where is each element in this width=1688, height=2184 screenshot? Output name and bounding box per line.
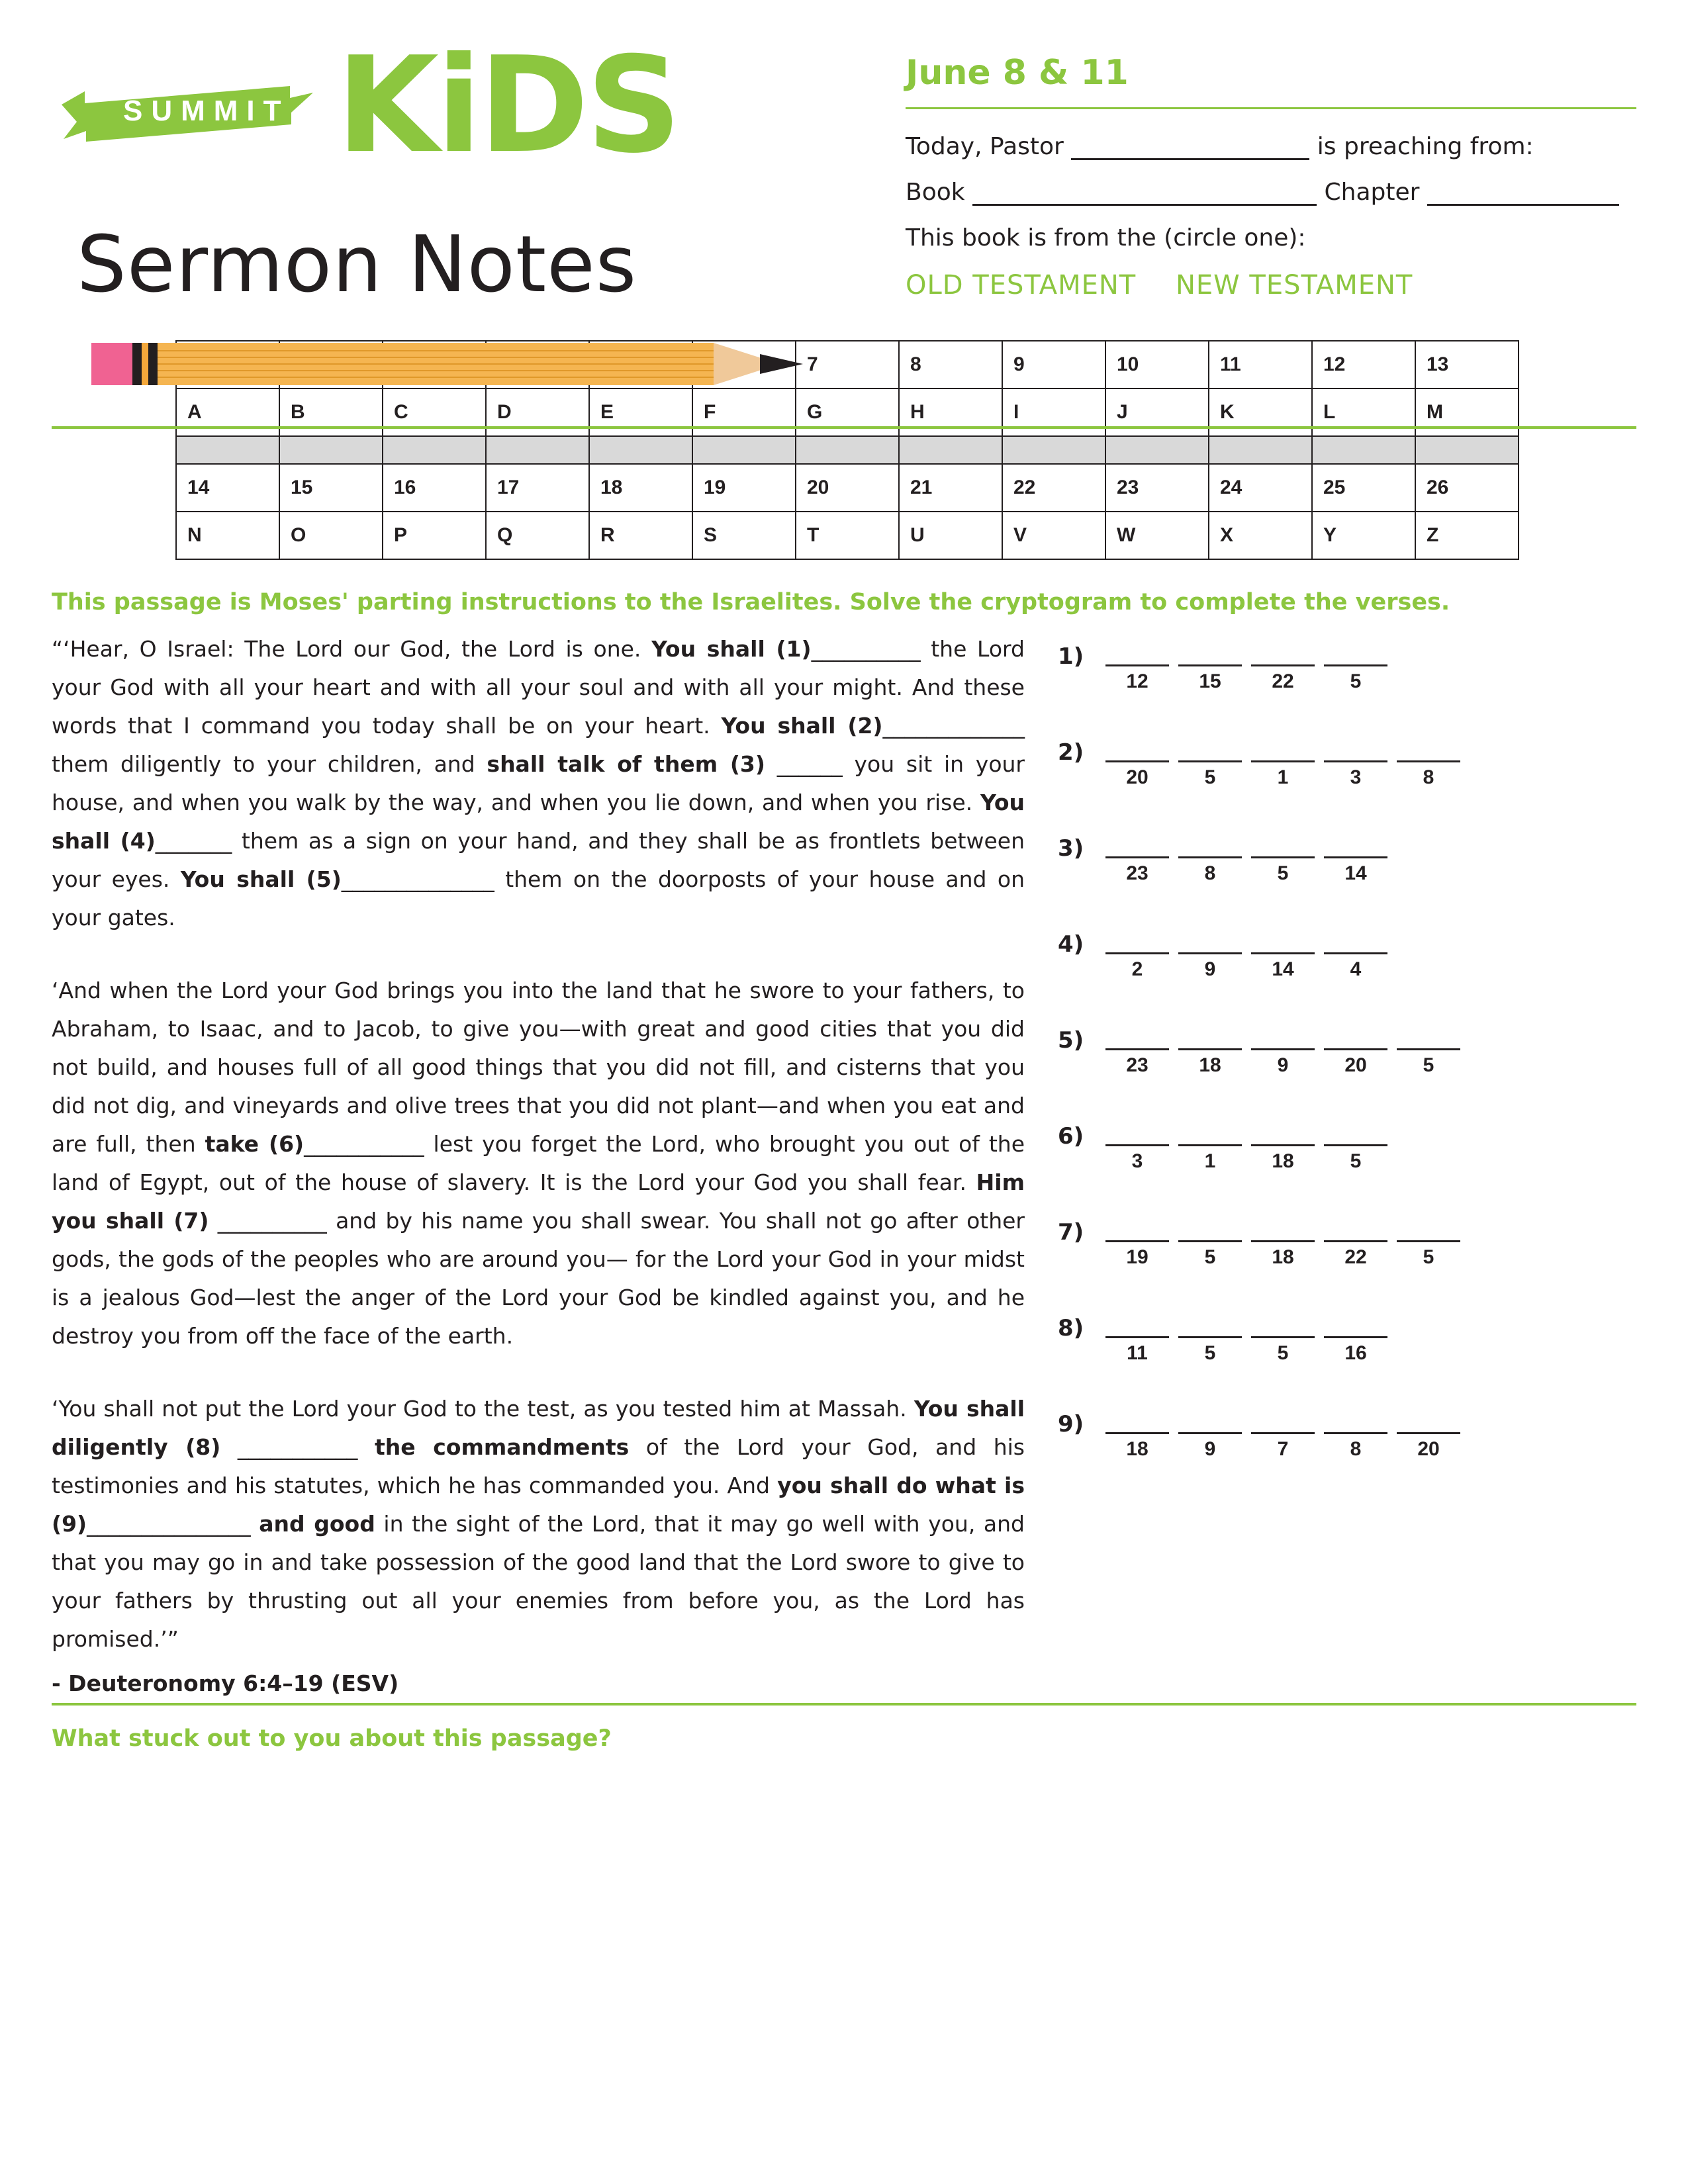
answer-code: 5 — [1277, 862, 1289, 884]
answer-code: 18 — [1272, 1150, 1294, 1172]
cipher-cell: U — [899, 512, 1002, 559]
answer-code: 5 — [1204, 1246, 1216, 1268]
answer-blank[interactable] — [1105, 733, 1169, 762]
answer-code: 19 — [1126, 1246, 1149, 1268]
instructions-text: This passage is Moses' parting instructions to the Israelites. Solve the cryptogram to complete the verses. — [52, 589, 1450, 615]
answer-blank[interactable] — [1251, 733, 1315, 762]
answer-blank[interactable] — [1251, 829, 1315, 858]
cipher-cell: 8 — [899, 341, 1002, 388]
cipher-cell: 15 — [279, 464, 383, 512]
cipher-cell: H — [899, 388, 1002, 436]
cipher-cell: T — [796, 512, 899, 559]
answer-blank[interactable] — [1324, 1308, 1387, 1338]
answer-slot[interactable] — [1105, 1116, 1169, 1173]
answer-slot[interactable] — [1251, 1116, 1315, 1173]
answer-slot[interactable] — [1397, 1021, 1460, 1077]
answer-slots — [1105, 733, 1470, 789]
cipher-cell: O — [279, 512, 383, 559]
answer-slot[interactable] — [1397, 1404, 1460, 1461]
logo-row — [52, 26, 879, 183]
answer-slot[interactable] — [1324, 1116, 1387, 1173]
option-old-testament[interactable]: OLD TESTAMENT — [906, 270, 1137, 300]
cipher-cell: Z — [1415, 512, 1519, 559]
testament-options — [906, 270, 1636, 300]
answer-code: 16 — [1344, 1342, 1367, 1364]
cipher-cell: 10 — [1105, 341, 1209, 388]
cipher-cell: 12 — [1312, 341, 1415, 388]
answer-blank[interactable] — [1397, 1021, 1460, 1050]
answer-blank[interactable] — [1178, 1308, 1242, 1338]
answer-slot[interactable] — [1324, 733, 1387, 789]
answer-blank[interactable] — [1251, 1212, 1315, 1242]
book-chapter-line — [906, 179, 1636, 206]
cipher-spacer-cell — [899, 436, 1002, 464]
answer-slot[interactable] — [1251, 733, 1315, 789]
answer-code: 18 — [1126, 1438, 1149, 1460]
answer-slot[interactable] — [1105, 1212, 1169, 1269]
header-bottom-divider — [52, 426, 1636, 429]
cipher-cell: 11 — [1209, 341, 1312, 388]
answer-slot[interactable] — [1178, 1308, 1242, 1365]
pencil-icon — [91, 338, 846, 390]
passage-attribution: - Deuteronomy 6:4–19 (ESV) — [52, 1670, 399, 1696]
cipher-letters-row-1 — [176, 388, 1519, 436]
answer-slots — [1105, 1021, 1470, 1077]
answer-slot[interactable] — [1251, 1021, 1315, 1077]
answer-slot[interactable] — [1324, 829, 1387, 885]
cipher-spacer-cell — [589, 436, 692, 464]
cipher-spacer-row — [176, 436, 1519, 464]
chapter-label: Chapter — [1324, 179, 1420, 206]
cipher-cell: B — [279, 388, 383, 436]
cipher-spacer-cell — [176, 436, 279, 464]
answer-slot[interactable] — [1178, 1021, 1242, 1077]
passage-paragraph-3: ‘You shall not put the Lord your God to the test, as you tested him at Massah. You shall diligently (8) ___________ the commandments of the Lord your God, and his testimonies and his statutes, which he has commanded you. And you shall do what is (9)_______________ and good in the sight of the Lord, that it may go well with you, and that you may go in and take possession of the good land that the Lord swore to give to your fathers by thrusting out all your enemies from before you, as the Lord has promised.’” — [52, 1396, 1025, 1652]
answer-blank[interactable] — [1105, 925, 1169, 954]
answer-code: 2 — [1131, 958, 1143, 980]
cipher-cell: 18 — [589, 464, 692, 512]
option-new-testament[interactable]: NEW TESTAMENT — [1175, 270, 1413, 300]
answer-blank[interactable] — [1324, 1404, 1387, 1434]
cipher-cell: 16 — [383, 464, 486, 512]
footer-divider — [52, 1703, 1636, 1706]
answer-number: 3) — [1058, 835, 1084, 862]
answer-blank[interactable] — [1251, 1308, 1315, 1338]
cipher-cell: W — [1105, 512, 1209, 559]
answer-slot[interactable] — [1324, 637, 1387, 693]
answer-code: 12 — [1126, 670, 1149, 692]
answer-code: 8 — [1423, 766, 1434, 788]
answer-blank[interactable] — [1324, 829, 1387, 858]
book-input[interactable] — [972, 179, 1317, 206]
answer-row — [1058, 1308, 1636, 1365]
answer-code: 7 — [1277, 1438, 1289, 1460]
answer-code: 5 — [1277, 1342, 1289, 1364]
cipher-cell: 7 — [796, 341, 899, 388]
answer-slot[interactable] — [1324, 925, 1387, 981]
pastor-suffix: is preaching from: — [1317, 133, 1534, 160]
answer-code: 23 — [1126, 862, 1149, 884]
cipher-cell: E — [589, 388, 692, 436]
content-columns — [52, 630, 1636, 1696]
cipher-cell: N — [176, 512, 279, 559]
answer-slot[interactable] — [1251, 925, 1315, 981]
cipher-spacer-cell — [1312, 436, 1415, 464]
cipher-cell: X — [1209, 512, 1312, 559]
pastor-input[interactable] — [1071, 133, 1309, 160]
answer-code: 5 — [1204, 766, 1216, 788]
answer-blank[interactable] — [1324, 925, 1387, 954]
passage-paragraph-1: “‘Hear, O Israel: The Lord our God, the Lord is one. You shall (1)__________ the Lord your God with all your heart and with all your soul and with all your might. And these words that I command you today shall be on your heart. You shall (2)_____________ them diligently to your children, and shall talk of them (3) ______ you sit in your house, and when you walk by the way, and when you lie down, and when you rise. You shall (4)_______ them as a sign on your hand, and they shall be as frontlets between your eyes. You shall (5)______________ them on the doorposts of your house and on your gates. — [52, 636, 1025, 931]
cipher-cell: D — [486, 388, 589, 436]
answer-code: 14 — [1272, 958, 1294, 980]
cipher-spacer-cell — [796, 436, 899, 464]
cipher-cell: A — [176, 388, 279, 436]
answer-blank[interactable] — [1251, 925, 1315, 954]
cipher-cell: J — [1105, 388, 1209, 436]
cipher-cell: C — [383, 388, 486, 436]
answer-slot[interactable] — [1105, 829, 1169, 885]
answer-slot[interactable] — [1178, 1116, 1242, 1173]
answer-code: 18 — [1272, 1246, 1294, 1268]
answer-code: 8 — [1204, 862, 1216, 884]
answer-number: 4) — [1058, 931, 1084, 958]
answer-blank[interactable] — [1105, 1308, 1169, 1338]
ribbon-label: SUMMIT — [123, 95, 290, 127]
answer-blank[interactable] — [1251, 1404, 1315, 1434]
answer-blank[interactable] — [1324, 637, 1387, 666]
answer-code: 9 — [1204, 1438, 1216, 1460]
answer-code: 18 — [1199, 1054, 1221, 1076]
answer-blank[interactable] — [1105, 1021, 1169, 1050]
cipher-cell: 25 — [1312, 464, 1415, 512]
cipher-numbers-row-2 — [176, 464, 1519, 512]
answer-number: 8) — [1058, 1315, 1084, 1342]
answer-code: 5 — [1423, 1246, 1434, 1268]
answer-code: 23 — [1126, 1054, 1149, 1076]
reflection-question: What stuck out to you about this passage? — [52, 1725, 612, 1752]
answer-number: 9) — [1058, 1411, 1084, 1437]
answer-blank[interactable] — [1178, 829, 1242, 858]
answer-code: 14 — [1344, 862, 1367, 884]
answer-slots — [1105, 1116, 1397, 1173]
cipher-cell: 20 — [796, 464, 899, 512]
cryptogram-answers-column[interactable] — [1051, 630, 1636, 1696]
answer-slot[interactable] — [1105, 1021, 1169, 1077]
answer-blank[interactable] — [1178, 733, 1242, 762]
logo-sermon-notes: Sermon Notes — [77, 218, 637, 310]
answer-code: 4 — [1350, 958, 1362, 980]
answer-row — [1058, 1212, 1636, 1269]
answer-row — [1058, 1021, 1636, 1077]
answer-code: 20 — [1417, 1438, 1440, 1460]
answer-number: 1) — [1058, 643, 1084, 670]
answer-slot[interactable] — [1105, 925, 1169, 981]
header-divider — [906, 107, 1636, 109]
cipher-spacer-cell — [486, 436, 589, 464]
answer-code: 5 — [1204, 1342, 1216, 1364]
answer-code: 3 — [1350, 766, 1362, 788]
answer-slot[interactable] — [1105, 1404, 1169, 1461]
answer-blank[interactable] — [1178, 1116, 1242, 1146]
answer-blank[interactable] — [1397, 733, 1460, 762]
cipher-cell: 17 — [486, 464, 589, 512]
answer-code: 15 — [1199, 670, 1221, 692]
logo-kids-wordmark: KiDS — [336, 28, 679, 183]
answer-row — [1058, 1404, 1636, 1461]
cipher-cell: G — [796, 388, 899, 436]
answer-blank[interactable] — [1105, 829, 1169, 858]
page-header — [52, 0, 1636, 310]
cipher-cell: 22 — [1002, 464, 1105, 512]
cipher-cell: P — [383, 512, 486, 559]
answer-blank[interactable] — [1397, 1212, 1460, 1242]
answer-code: 1 — [1204, 1150, 1216, 1172]
answer-blank[interactable] — [1324, 1021, 1387, 1050]
answer-slot[interactable] — [1178, 1212, 1242, 1269]
answer-code: 1 — [1277, 766, 1289, 788]
answer-slot[interactable] — [1324, 1021, 1387, 1077]
answer-slot[interactable] — [1251, 829, 1315, 885]
cipher-cell: F — [692, 388, 796, 436]
answer-blank[interactable] — [1178, 637, 1242, 666]
answer-slot[interactable] — [1251, 637, 1315, 693]
answer-blank[interactable] — [1105, 637, 1169, 666]
answer-code: 20 — [1344, 1054, 1367, 1076]
cipher-spacer-cell — [1002, 436, 1105, 464]
passage-paragraph-2: ‘And when the Lord your God brings you into the land that he swore to your fathers, to Abraham, to Isaac, and to Jacob, to give you—with great and good cities that you did not build, and houses full of all good things that you did not fill, and cisterns that you did not dig, and vineyards and olive trees that you did not plant—and when you eat and are full, then take (6)___________ lest you forget the Lord, who brought you out of the land of Egypt, out of the house of slavery. It is the Lord your God you shall fear. Him you shall (7) __________ and by his name you shall swear. You shall not go after other gods, the gods of the peoples who are around you— for the Lord your God in your midst is a jealous God—lest the anger of the Lord your God be kindled against you, and he destroy you from off the face of the earth. — [52, 978, 1025, 1349]
answer-slots — [1105, 637, 1397, 693]
answer-code: 9 — [1277, 1054, 1289, 1076]
answer-code: 5 — [1350, 670, 1362, 692]
cipher-cell: 14 — [176, 464, 279, 512]
answer-slot[interactable] — [1105, 733, 1169, 789]
answer-slot[interactable] — [1105, 637, 1169, 693]
cipher-spacer-cell — [383, 436, 486, 464]
answer-slot[interactable] — [1178, 829, 1242, 885]
answer-slots — [1105, 829, 1397, 885]
answer-blank[interactable] — [1178, 1404, 1242, 1434]
answer-code: 8 — [1350, 1438, 1362, 1460]
answer-slots — [1105, 925, 1397, 981]
answer-code: 22 — [1272, 670, 1294, 692]
answer-row — [1058, 829, 1636, 885]
answer-slot[interactable] — [1105, 1308, 1169, 1365]
answer-slot[interactable] — [1397, 1212, 1460, 1269]
answer-slot[interactable] — [1324, 1308, 1387, 1365]
cipher-cell: 21 — [899, 464, 1002, 512]
answer-number: 6) — [1058, 1123, 1084, 1150]
answer-slot[interactable] — [1178, 925, 1242, 981]
cipher-cell: V — [1002, 512, 1105, 559]
answer-blank[interactable] — [1324, 733, 1387, 762]
answer-row — [1058, 925, 1636, 981]
answer-slots — [1105, 1308, 1397, 1365]
answer-slot[interactable] — [1397, 733, 1460, 789]
answer-code: 22 — [1344, 1246, 1367, 1268]
answer-row — [1058, 1116, 1636, 1173]
circle-one-label: This book is from the (circle one): — [906, 224, 1306, 251]
answer-blank[interactable] — [1178, 925, 1242, 954]
pastor-label: Today, Pastor — [906, 133, 1064, 160]
answer-blank[interactable] — [1105, 1116, 1169, 1146]
answer-blank[interactable] — [1178, 1021, 1242, 1050]
answer-blank[interactable] — [1324, 1212, 1387, 1242]
cipher-cell: K — [1209, 388, 1312, 436]
passage-column — [52, 630, 1051, 1696]
answer-slot[interactable] — [1251, 1212, 1315, 1269]
answer-blank[interactable] — [1397, 1404, 1460, 1434]
answer-slot[interactable] — [1251, 1308, 1315, 1365]
branding-block — [52, 26, 879, 310]
cipher-cell: L — [1312, 388, 1415, 436]
answer-code: 9 — [1204, 958, 1216, 980]
cipher-cell: R — [589, 512, 692, 559]
answer-slot[interactable] — [1178, 733, 1242, 789]
answer-code: 5 — [1423, 1054, 1434, 1076]
answer-row — [1058, 637, 1636, 693]
chapter-input[interactable] — [1427, 179, 1619, 206]
cipher-cell: 23 — [1105, 464, 1209, 512]
answer-blank[interactable] — [1105, 1212, 1169, 1242]
answer-slots — [1105, 1212, 1470, 1269]
cipher-cell: 26 — [1415, 464, 1519, 512]
cipher-spacer-cell — [692, 436, 796, 464]
answer-slots — [1105, 1404, 1470, 1461]
answer-blank[interactable] — [1251, 637, 1315, 666]
cipher-cell: 24 — [1209, 464, 1312, 512]
answer-slot[interactable] — [1178, 1404, 1242, 1461]
cipher-cell: 13 — [1415, 341, 1519, 388]
answer-blank[interactable] — [1251, 1021, 1315, 1050]
answer-number: 2) — [1058, 739, 1084, 766]
cipher-cell: Y — [1312, 512, 1415, 559]
cipher-cell: M — [1415, 388, 1519, 436]
answer-code: 11 — [1127, 1342, 1148, 1364]
book-label: Book — [906, 179, 965, 206]
answer-blank[interactable] — [1105, 1404, 1169, 1434]
cipher-cell: S — [692, 512, 796, 559]
cipher-cell: Q — [486, 512, 589, 559]
answer-code: 5 — [1350, 1150, 1362, 1172]
cipher-spacer-cell — [1415, 436, 1519, 464]
answer-blank[interactable] — [1178, 1212, 1242, 1242]
answer-blank[interactable] — [1324, 1116, 1387, 1146]
header-form-block — [879, 26, 1636, 300]
answer-row — [1058, 733, 1636, 789]
cipher-spacer-cell — [1209, 436, 1312, 464]
answer-slot[interactable] — [1251, 1404, 1315, 1461]
answer-slot[interactable] — [1324, 1212, 1387, 1269]
pastor-line — [906, 133, 1636, 160]
answer-number: 5) — [1058, 1027, 1084, 1054]
answer-code: 20 — [1126, 766, 1149, 788]
answer-blank[interactable] — [1251, 1116, 1315, 1146]
cipher-spacer-cell — [279, 436, 383, 464]
cipher-spacer-cell — [1105, 436, 1209, 464]
answer-number: 7) — [1058, 1219, 1084, 1246]
cipher-cell: I — [1002, 388, 1105, 436]
cipher-letters-row-2 — [176, 512, 1519, 559]
date-title: June 8 & 11 — [906, 53, 1129, 93]
cipher-cell: 9 — [1002, 341, 1105, 388]
answer-slot[interactable] — [1178, 637, 1242, 693]
answer-slot[interactable] — [1324, 1404, 1387, 1461]
cipher-cell: 19 — [692, 464, 796, 512]
answer-code: 3 — [1131, 1150, 1143, 1172]
